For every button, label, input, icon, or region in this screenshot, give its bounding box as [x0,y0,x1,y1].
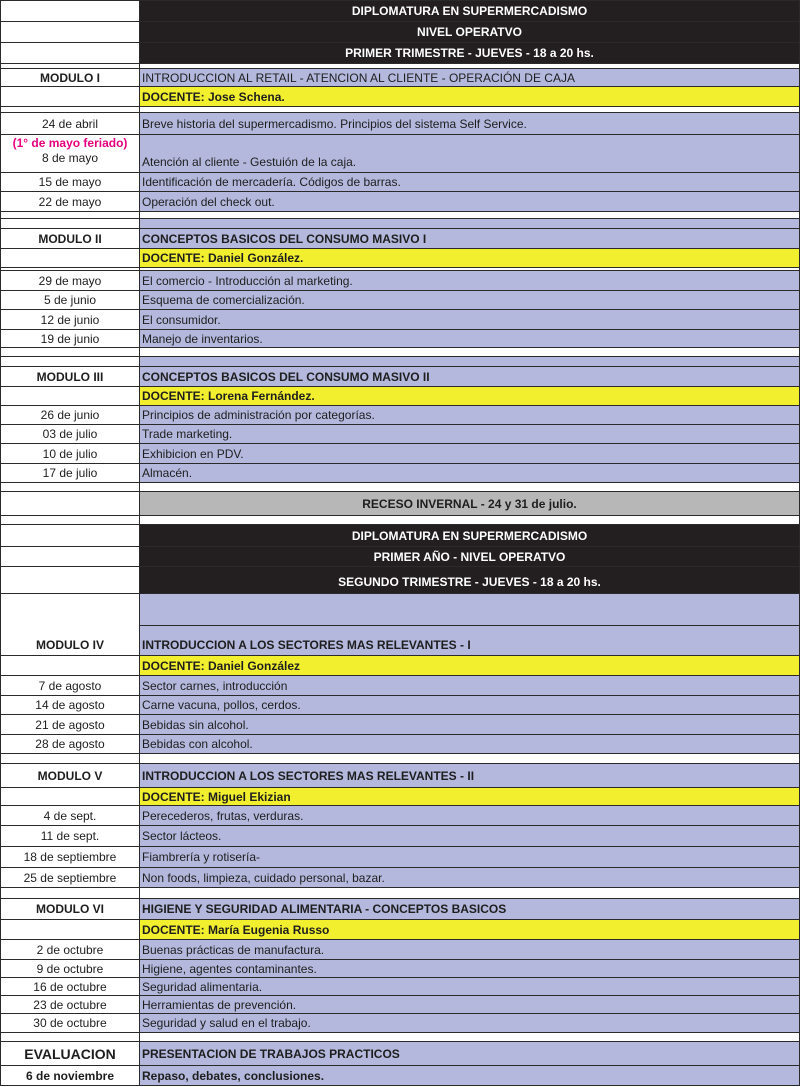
session-topic: Sector carnes, introducción [140,676,800,696]
module-6-teacher: DOCENTE: María Eugenia Russo [140,920,800,940]
header2-row-2 [0,547,800,567]
session-row [0,192,800,212]
header1-term: PRIMER TRIMESTRE - JUEVES - 18 a 20 hs. [140,43,800,64]
session-row [0,135,800,173]
spacer-row [0,357,800,367]
session-topic: Exhibicion en PDV. [140,444,800,464]
session-date: 16 de octubre [0,978,140,996]
header1-left-cell [0,22,140,43]
spacer-row [0,483,800,492]
session-date: 26 de junio [0,406,140,425]
spacer-right [140,483,800,492]
holiday-note: (1° de mayo feriado) [12,136,128,150]
session-date: 25 de septiembre [0,868,140,888]
session-topic: Principios de administración por categorías. [140,406,800,425]
module-2-title-row [0,229,800,249]
evaluation-session-row [0,1066,800,1086]
module-6-label: MODULO VI [0,899,140,920]
session-topic: Seguridad y salud en el trabajo. [140,1014,800,1033]
session-date: 8 de mayo [41,151,99,165]
spacer-left [0,888,140,899]
session-topic: El consumidor. [140,310,800,330]
session-date: 17 de julio [0,464,140,483]
session-row [0,406,800,425]
session-topic: Fiambrería y rotisería- [140,847,800,868]
header1-row-3 [0,43,800,64]
session-topic: Identificación de mercadería. Códigos de barras. [140,173,800,192]
session-topic: Seguridad alimentaria. [140,978,800,996]
spacer-row [0,516,800,525]
module-5-label: MODULO V [0,764,140,788]
evaluation-topic: Repaso, debates, conclusiones. [140,1066,800,1086]
session-row [0,696,800,715]
header2-row-3 [0,567,800,594]
session-row [0,996,800,1014]
module-3-label: MODULO III [0,367,140,387]
module-5-title-row [0,764,800,788]
module-1-label: MODULO I [0,69,140,87]
recess-note: RECESO INVERNAL - 24 y 31 de julio. [140,492,800,516]
evaluation-title-row [0,1042,800,1066]
session-topic: Sector lácteos. [140,826,800,847]
module-2-teacher: DOCENTE: Daniel González. [140,249,800,268]
spacer-right [140,357,800,367]
session-topic: Esquema de comercialización. [140,291,800,310]
spacer-right [140,888,800,899]
module-3-teacher-left [0,387,140,406]
session-row [0,173,800,192]
session-row [0,940,800,960]
module-1-title: INTRODUCCION AL RETAIL - ATENCION AL CLIENTE - OPERACIÓN DE CAJA [140,69,800,87]
session-date: 9 de octubre [0,960,140,978]
spacer-left [0,1033,140,1042]
module-2-label: MODULO II [0,229,140,249]
session-topic: Breve historia del supermercadismo. Principios del sistema Self Service. [140,113,800,135]
session-row [0,310,800,330]
spacer-left [0,754,140,764]
spacer-left [0,357,140,367]
session-row [0,826,800,847]
session-row [0,330,800,348]
spacer-left [0,219,140,229]
session-topic: Bebidas con alcohol. [140,735,800,754]
header2-left-cell [0,547,140,567]
module-1-teacher-left [0,87,140,107]
module-3-title: CONCEPTOS BASICOS DEL CONSUMO MASIVO II [140,367,800,387]
session-date: 22 de mayo [0,192,140,212]
module-5-title: INTRODUCCION A LOS SECTORES MAS RELEVANTES - II [140,764,800,788]
module-2-teacher-left [0,249,140,268]
spacer-right [140,754,800,764]
spacer-right [140,219,800,229]
spacer-right [140,212,800,219]
session-row [0,676,800,696]
session-row [0,464,800,483]
session-topic: Almacén. [140,464,800,483]
spacer-right [140,1033,800,1042]
session-row [0,806,800,826]
module-4-teacher-left [0,656,140,676]
evaluation-date: 6 de noviembre [0,1066,140,1086]
session-date: 11 de sept. [0,826,140,847]
session-row [0,444,800,464]
header2-left-cell [0,525,140,547]
session-topic: Higiene, agentes contaminantes. [140,960,800,978]
spacer-row [0,754,800,764]
session-topic: Non foods, limpieza, cuidado personal, bazar. [140,868,800,888]
session-row [0,735,800,754]
session-topic: Atención al cliente - Gestuión de la caja. [140,135,800,173]
session-topic: Buenas prácticas de manufactura. [140,940,800,960]
header2-term: SEGUNDO TRIMESTRE - JUEVES - 18 a 20 hs. [140,567,800,594]
session-date-cell [0,135,140,173]
session-date: 30 de octubre [0,1014,140,1033]
session-date: 14 de agosto [0,696,140,715]
evaluation-title: PRESENTACION DE TRABAJOS PRACTICOS [140,1042,800,1066]
session-date: 4 de sept. [0,806,140,826]
session-date: 19 de junio [0,330,140,348]
session-row [0,715,800,735]
module-1-teacher: DOCENTE: Jose Schena. [140,87,800,107]
module-4-title-row [0,626,800,656]
session-date: 12 de junio [0,310,140,330]
session-date: 7 de agosto [0,676,140,696]
module-5-teacher-row [0,788,800,806]
session-date: 03 de julio [0,425,140,444]
session-date: 2 de octubre [0,940,140,960]
spacer-left [0,594,140,626]
session-row [0,425,800,444]
module-4-teacher-row [0,656,800,676]
session-topic: Herramientas de prevención. [140,996,800,1014]
session-row [0,847,800,868]
session-row [0,1014,800,1033]
module-6-teacher-row [0,920,800,940]
module-2-title: CONCEPTOS BASICOS DEL CONSUMO MASIVO I [140,229,800,249]
module-6-teacher-left [0,920,140,940]
spacer-left [0,483,140,492]
session-date: 29 de mayo [0,271,140,291]
session-topic: Operación del check out. [140,192,800,212]
spacer-left [0,212,140,219]
recess-left [0,492,140,516]
spacer-left [0,516,140,525]
session-date: 21 de agosto [0,715,140,735]
session-date: 10 de julio [0,444,140,464]
session-topic: Carne vacuna, pollos, cerdos. [140,696,800,715]
header2-row-1 [0,525,800,547]
spacer-row [0,888,800,899]
session-row [0,978,800,996]
spacer-right [140,594,800,626]
module-4-label: MODULO IV [0,626,140,656]
session-date: 24 de abril [0,113,140,135]
spacer-right [140,348,800,357]
header1-left-cell [0,43,140,64]
module-3-teacher: DOCENTE: Lorena Fernández. [140,387,800,406]
session-row [0,960,800,978]
module-2-teacher-row [0,249,800,268]
module-3-title-row [0,367,800,387]
module-1-title-row [0,69,800,87]
session-date: 28 de agosto [0,735,140,754]
module-4-teacher: DOCENTE: Daniel González [140,656,800,676]
module-3-teacher-row [0,387,800,406]
spacer-row [0,348,800,357]
header1-title: DIPLOMATURA EN SUPERMERCADISMO [140,1,800,22]
spacer-left [0,348,140,357]
session-date: 15 de mayo [0,173,140,192]
spacer-right [140,516,800,525]
header1-row-2 [0,22,800,43]
spacer-row [0,1033,800,1042]
spacer-row [0,212,800,219]
module-1-teacher-row [0,87,800,107]
session-date: 18 de septiembre [0,847,140,868]
module-6-title: HIGIENE Y SEGURIDAD ALIMENTARIA - CONCEPTOS BASICOS [140,899,800,920]
header1-row-1 [0,0,800,22]
header1-level: NIVEL OPERATVO [140,22,800,43]
session-topic: Trade marketing. [140,425,800,444]
session-row [0,291,800,310]
module-6-title-row [0,899,800,920]
module-4-title: INTRODUCCION A LOS SECTORES MAS RELEVANTES - I [140,626,800,656]
session-topic: El comercio - Introducción al marketing. [140,271,800,291]
header1-left-cell [0,1,140,22]
module-5-teacher: DOCENTE: Miguel Ekizian [140,788,800,806]
evaluation-label: EVALUACION [0,1042,140,1066]
module-5-teacher-left [0,788,140,806]
header2-left-cell [0,567,140,594]
session-date: 23 de octubre [0,996,140,1014]
session-topic: Perecederos, frutas, verduras. [140,806,800,826]
session-date: 5 de junio [0,291,140,310]
spacer-row [0,219,800,229]
header2-title: DIPLOMATURA EN SUPERMERCADISMO [140,525,800,547]
session-row [0,271,800,291]
session-topic: Bebidas sin alcohol. [140,715,800,735]
session-row [0,868,800,888]
session-row [0,113,800,135]
recess-row [0,492,800,516]
spacer-row [0,594,800,626]
session-topic: Manejo de inventarios. [140,330,800,348]
header2-level: PRIMER AÑO - NIVEL OPERATVO [140,547,800,567]
